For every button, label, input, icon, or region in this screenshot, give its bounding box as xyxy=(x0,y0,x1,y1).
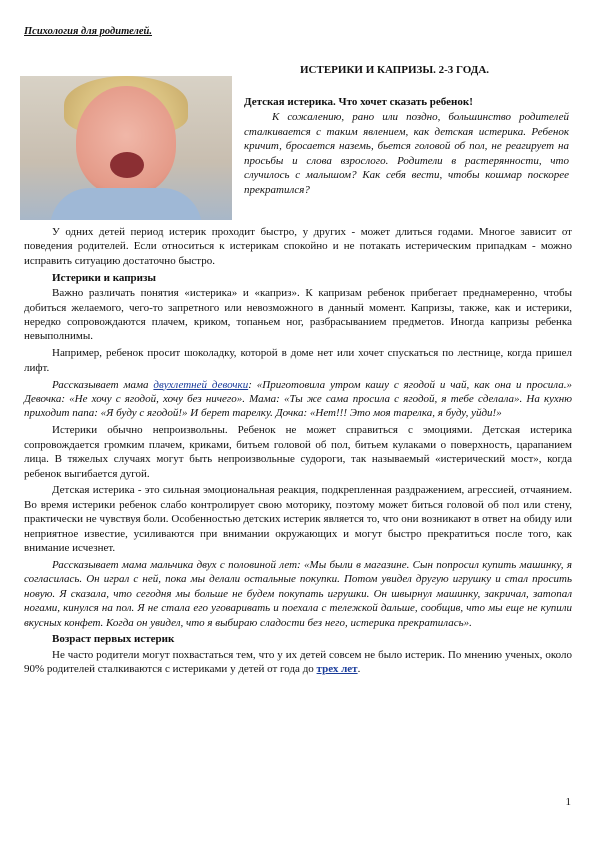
photo-mouth xyxy=(110,152,144,178)
article-title: ИСТЕРИКИ И КАПРИЗЫ. 2-3 ГОДА. xyxy=(300,64,490,76)
paragraph-4: Истерики обычно непроизвольны. Ребенок не может справиться с эмоциями. Детская истерика сопровождается громким плачем, криками, битьем головой об пол, битьем кулаками о поверхность, царапанием лица. В тяжелых случаях могут быть непроизвольные судороги, так называемый «истерический мост», когда ребенок выгибается дугой. xyxy=(24,424,572,480)
paragraph-1: У одних детей период истерик проходит быстро, у других - может длиться годами. Многое зависит от поведения родителей. Если относиться к истерикам спокойно и не потакать истерическим припадкам - можно исправить ситуацию достаточно быстро. xyxy=(24,226,572,267)
paragraph-2: Важно различать понятия «истерика» и «каприз». К капризам ребенок прибегает преднамеренно, чтобы добиться желаемого, чего-то запретного или невозможного в данный момент. Капризы, также, как и истерики, нередко сопровождаются плачем, криком, топаньем ног, разбрасыванием предметов. Иногда капризы ребенка невыполнимы. xyxy=(24,287,572,343)
paragraph-5: Детская истерика - это сильная эмоциональная реакция, подкрепленная раздражением, агрессией, отчаянием. Во время истерики ребенок слабо контролирует свою моторику, поэтому может биться головой об пол или стену, практически не чувствуя боли. Особенностью детских истерик является то, что они возникают в ответ на обиду или неприятное известие, усиливаются при внимании окружающих и могут быстро прекратиться после того, как внимание исчезнет. xyxy=(24,484,572,555)
quote-2: Рассказывает мама мальчика двух с половиной лет: «Мы были в магазине. Сын попросил купить машинку, я согласилась. Он играл с ней, пока мы делали остальные покупки. Потом увидел другую игрушку и стал просить новую. Я сказала, что сегодня мы больше не будем покупать игрушки. Он швырнул машинку, закричал, затопал ногами, кинулся на пол. Я не стала его уговаривать и поехала с тележкой дальше, сообщив, что мы еще не купили вкусных конфет. Когда он увидел, что я выбираю сладости без него, истерика прекратилась». xyxy=(24,558,572,629)
article-body xyxy=(24,225,572,679)
photo-face xyxy=(76,86,176,196)
link-three-years[interactable]: трех лет xyxy=(316,663,358,676)
photo-shirt xyxy=(50,188,202,220)
paragraph-3: Например, ребенок просит шоколадку, которой в доме нет или хочет спускаться по лестнице, когда пришел лифт. xyxy=(24,347,572,374)
intro-paragraph: К сожалению, рано или поздно, большинство родителей сталкивается с таким явлением, как детская истерика. Ребенок кричит, бросается наземь, бьется головой об пол, не реагирует на просьбы и слова взрослого. Родители в растерянности, что случилось с малышом? Как себя вести, чтобы кошмар поскорее прекратился? xyxy=(244,111,569,196)
quote-1: Рассказывает мама двухлетней девочки: «Приготовила утром кашу с ягодой и чай, как она и просила.» Девочка: «Не хочу с ягодой, хочу без ничего». Мама: «Ты же сама просила с ягодой, я тебе сделала». На кухню приходит папа: «Я буду с ягодой!» И берет тарелку. Дочка: «Нет!!! Это моя тарелка, я буду, уйди!» xyxy=(24,378,572,420)
article-subtitle: Детская истерика. Что хочет сказать ребенок! xyxy=(244,96,473,108)
link-two-year-old-girl[interactable]: двухлетней девочки xyxy=(153,378,249,391)
paragraph-6: Не часто родители могут похвастаться тем, что у их детей совсем не было истерик. По мнению ученых, около 90% родителей сталкиваются с истериками у детей от года до трех лет. xyxy=(24,648,572,676)
page-number: 1 xyxy=(565,796,571,808)
header-title: Психология для родителей. xyxy=(24,26,153,37)
crying-child-photo xyxy=(20,76,232,220)
heading-tantrums-whims: Истерики и капризы xyxy=(52,271,157,284)
heading-first-tantrums-age: Возраст первых истерик xyxy=(52,633,175,646)
